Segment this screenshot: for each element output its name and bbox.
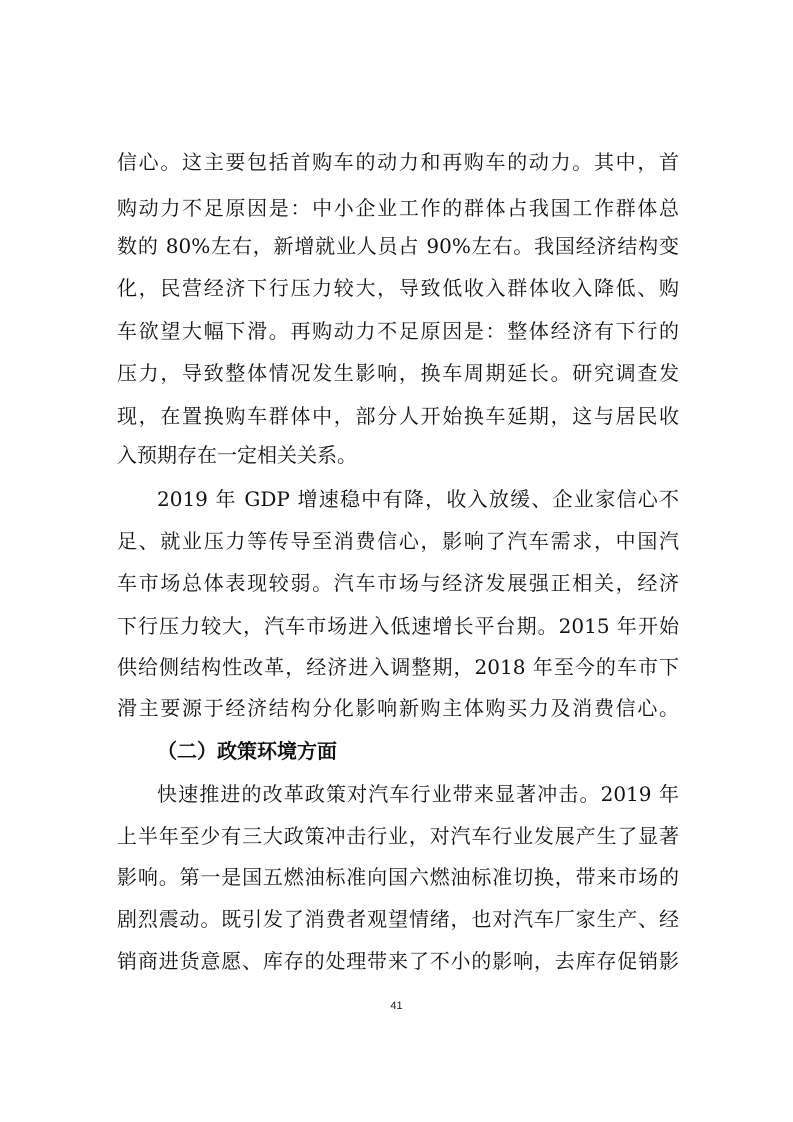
text-line: 购动力不足原因是：中小企业工作的群体占我国工作群体总 — [117, 196, 679, 220]
text-line: 车欲望大幅下滑。再购动力不足原因是：整体经济有下行的 — [117, 319, 679, 343]
text-line: 信心。这主要包括首购车的动力和再购车的动力。其中，首 — [117, 150, 679, 174]
text-line: 影响。第一是国五燃油标准向国六燃油标准切换，带来市场的 — [117, 865, 679, 889]
text-line: 现，在置换购车群体中，部分人开始换车延期，这与居民收 — [117, 404, 679, 428]
text-line: 滑主要源于经济结构分化影响新购主体购买力及消费信心。 — [117, 696, 679, 720]
text-line: 上半年至少有三大政策冲击行业，对汽车行业发展产生了显著 — [117, 824, 679, 848]
text-line: 化，民营经济下行压力较大，导致低收入群体收入降低、购 — [117, 276, 679, 300]
text-line: 销商进货意愿、库存的处理带来了不小的影响，去库存促销影 — [117, 949, 679, 973]
text-line: 数的 80%左右，新增就业人员占 90%左右。我国经济结构变 — [117, 234, 679, 258]
text-line: 入预期存在一定相关关系。 — [117, 443, 357, 467]
section-heading: （二）政策环境方面 — [157, 739, 337, 763]
text-line: 足、就业压力等传导至消费信心，影响了汽车需求，中国汽 — [117, 529, 679, 553]
text-line: 2019 年 GDP 增速稳中有降，收入放缓、企业家信心不 — [157, 487, 679, 511]
text-line: 下行压力较大，汽车市场进入低速增长平台期。2015 年开始 — [117, 614, 679, 638]
page-number: 41 — [390, 1000, 403, 1012]
text-line: 压力，导致整体情况发生影响，换车周期延长。研究调查发 — [117, 361, 679, 385]
text-line: 剧烈震动。既引发了消费者观望情绪，也对汽车厂家生产、经 — [117, 907, 679, 931]
text-line: 快速推进的改革政策对汽车行业带来显著冲击。2019 年 — [157, 782, 679, 806]
text-line: 供给侧结构性改革，经济进入调整期，2018 年至今的车市下 — [117, 655, 679, 679]
text-line: 车市场总体表现较弱。汽车市场与经济发展强正相关，经济 — [117, 571, 679, 595]
